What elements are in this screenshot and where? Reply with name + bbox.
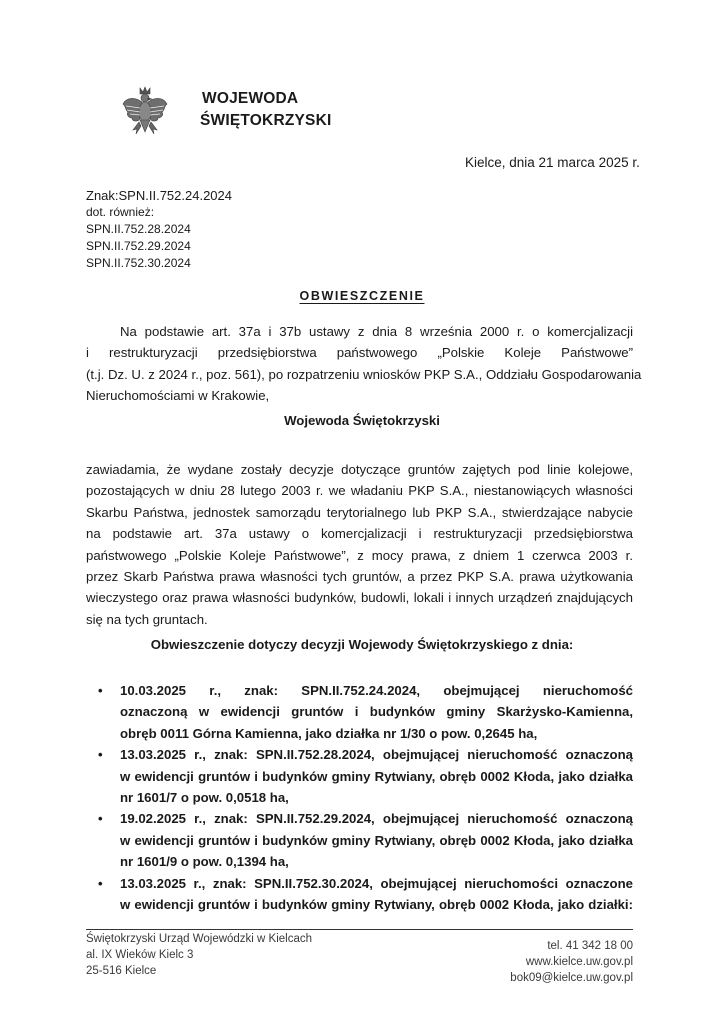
decision-line: w ewidencji gruntów i budynków gminy Rytwiany, obręb 0002 Kłoda, jako działka xyxy=(120,832,633,848)
footer-postal-city: 25-516 Kielce xyxy=(86,965,157,977)
footer-phone: tel. 41 342 18 00 xyxy=(547,940,633,952)
decision-list-item xyxy=(98,873,633,916)
decision-line: w ewidencji gruntów i budynków gminy Rytwiany, obręb 0002 Kłoda, jako działki: xyxy=(120,896,633,912)
footer-website: www.kielce.uw.gov.pl xyxy=(525,956,633,968)
decision-line: 10.03.2025 r., znak: SPN.II.752.24.2024, obejmującej nieruchomość xyxy=(120,683,633,698)
decision-line: w ewidencji gruntów i budynków gminy Rytwiany, obręb 0002 Kłoda, jako działka xyxy=(120,768,633,784)
paragraph-line: wieczystego oraz prawa własności budynków, budowli, lokali i innych urządzeń znajdujących xyxy=(86,590,633,606)
paragraph-line: (t.j. Dz. U. z 2024 r., poz. 561), po rozpatrzeniu wniosków PKP S.A., Oddziału Gospodarowania xyxy=(86,366,642,382)
decision-list-item xyxy=(98,808,633,872)
reference-also-label: dot. również: xyxy=(86,205,155,219)
decision-line: nr 1601/9 o pow. 0,1394 ha, xyxy=(120,854,289,870)
bullet-icon: • xyxy=(98,875,103,891)
reference-also-item: SPN.II.752.28.2024 xyxy=(86,222,191,236)
place-date: Kielce, dnia 21 marca 2025 r. xyxy=(465,155,640,170)
footer-address xyxy=(86,931,312,979)
body-paragraph xyxy=(86,459,633,630)
paragraph-line: pozostających w dniu 28 lutego 2003 r. we władaniu PKP S.A., niestanowiących własności xyxy=(86,483,633,499)
footer-contact xyxy=(510,938,633,986)
decision-line: 13.03.2025 r., znak: SPN.II.752.28.2024, obejmującej nieruchomość oznaczoną xyxy=(120,747,633,763)
paragraph-line: na podstawie art. 37a ustawy o komercjalizacji i restrukturyzacji przedsiębiorstwa xyxy=(86,526,633,542)
footer-street: al. IX Wieków Kielc 3 xyxy=(86,949,194,961)
signer-heading: Wojewoda Świętokrzyski xyxy=(284,413,440,428)
paragraph-line: Skarbu Państwa, jednostek samorządu terytorialnego lub PKP S.A., stwierdzające nabycie xyxy=(86,504,633,520)
document-title-text: OBWIESZCZENIE xyxy=(299,289,425,303)
decision-line: 13.03.2025 r., znak: SPN.II.752.30.2024, obejmującej nieruchomości oznaczone xyxy=(120,875,633,891)
footer-office-name: Świętokrzyski Urząd Wojewódzki w Kielcach xyxy=(86,933,313,945)
reference-also-item: SPN.II.752.30.2024 xyxy=(86,256,191,270)
decision-line: obręb 0011 Górna Kamienna, jako działka nr 1/30 o pow. 0,2645 ha, xyxy=(120,725,538,741)
decisions-list xyxy=(98,680,633,915)
decision-line: oznaczoną w ewidencji gruntów i budynków gminy Skarżysko-Kamienna, xyxy=(120,704,633,720)
polish-eagle-emblem-icon xyxy=(120,84,170,140)
paragraph-line: i restrukturyzacji przedsiębiorstwa państwowego „Polskie Koleje Państwowe” xyxy=(86,345,633,361)
issuer-title xyxy=(200,88,332,132)
document-title xyxy=(0,289,724,303)
bullet-icon: • xyxy=(98,747,103,763)
paragraph-line: państwowego „Polskie Koleje Państwowe”, z mocy prawa, z dniem 1 czerwca 2003 r. xyxy=(86,547,633,563)
paragraph-line: zawiadamia, że wydane zostały decyzje dotyczące gruntów zajętych pod linie kolejowe, xyxy=(86,462,633,477)
bullet-icon: • xyxy=(98,683,103,698)
issuer-title-line1: WOJEWODA xyxy=(202,90,299,107)
paragraph-line: Na podstawie art. 37a i 37b ustawy z dnia 8 września 2000 r. o komercjalizacji xyxy=(120,324,633,339)
footer-divider xyxy=(86,929,633,930)
decision-line: 19.02.2025 r., znak: SPN.II.752.29.2024, obejmującej nieruchomość oznaczoną xyxy=(120,811,633,827)
issuer-title-line2: ŚWIĘTOKRZYSKI xyxy=(200,112,332,129)
reference-also-item: SPN.II.752.29.2024 xyxy=(86,239,191,253)
paragraph-line: przez Skarb Państwa prawa własności tych gruntów, a przez PKP S.A. prawa użytkowania xyxy=(86,568,633,584)
reference-block xyxy=(86,187,232,272)
paragraph-line: Nieruchomościami w Krakowie, xyxy=(86,388,270,404)
paragraph-line: się na tych gruntach. xyxy=(86,611,208,627)
reference-number: Znak:SPN.II.752.24.2024 xyxy=(86,188,232,203)
decision-list-item xyxy=(98,744,633,808)
decisions-subheading: Obwieszczenie dotyczy decyzji Wojewody Świętokrzyskiego z dnia: xyxy=(150,637,574,652)
decision-line: nr 1601/7 o pow. 0,0518 ha, xyxy=(120,789,289,805)
decision-list-item xyxy=(98,680,633,744)
bullet-icon: • xyxy=(98,811,103,827)
intro-paragraph xyxy=(86,321,642,407)
footer-email: bok09@kielce.uw.gov.pl xyxy=(510,972,633,984)
